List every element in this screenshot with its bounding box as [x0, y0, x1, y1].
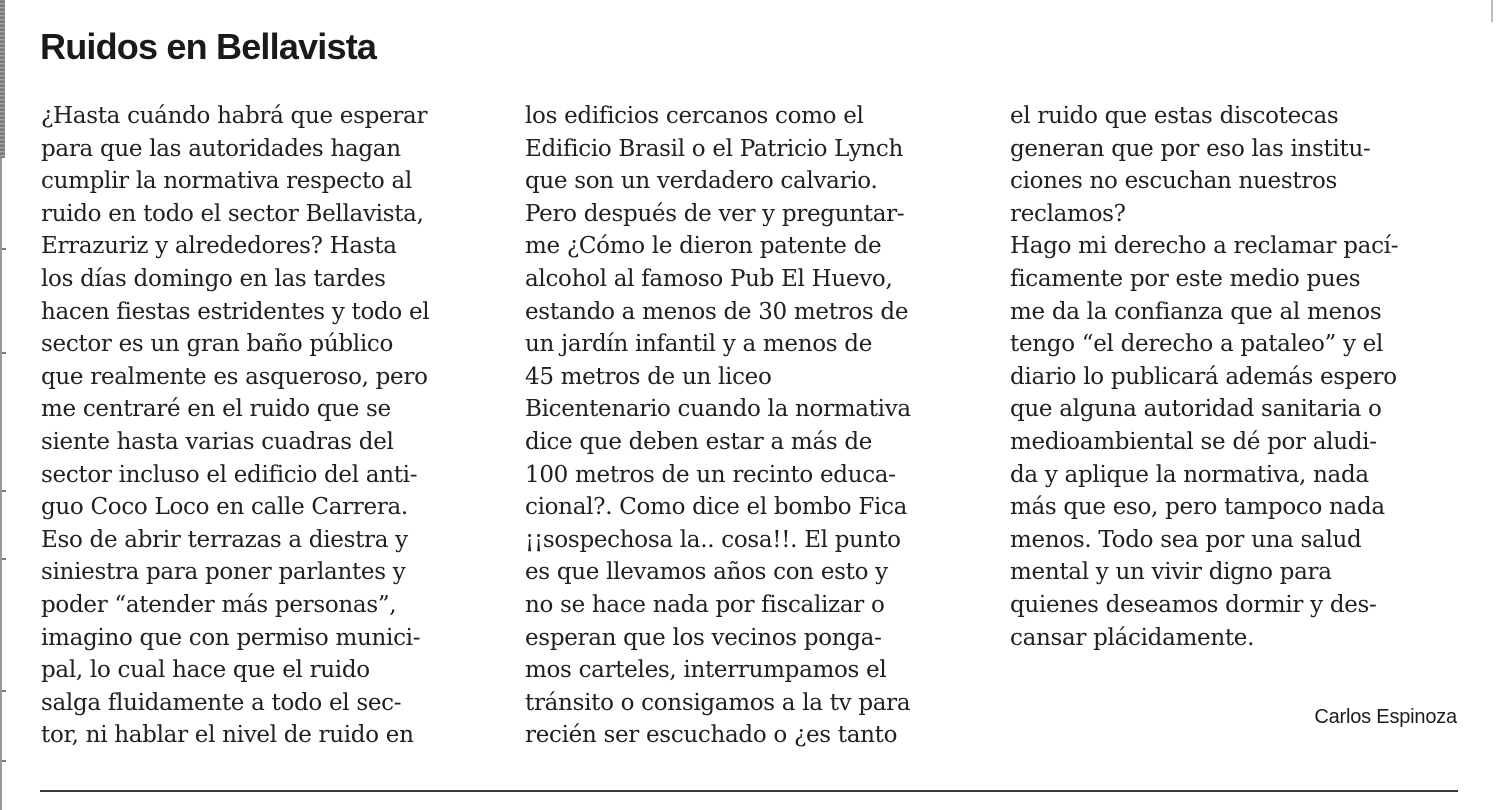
page-left-edge [0, 0, 8, 810]
article-title: Ruidos en Bellavista [40, 26, 377, 67]
text-line: hacen fiestas estridentes y todo el [41, 298, 430, 325]
text-line: esperan que los vecinos ponga- [525, 624, 882, 651]
text-line: ciones no escuchan nuestros [1010, 168, 1338, 195]
text-line: tor, ni hablar el nivel de ruido en [41, 722, 414, 749]
text-line: sector incluso el edificio del anti- [41, 461, 418, 488]
margin-tick [2, 248, 6, 250]
article-column-1 [41, 100, 429, 752]
text-line: cional?. Como dice el bombo Fica [525, 494, 908, 521]
article-author: Carlos Espinoza [1314, 706, 1457, 728]
margin-tick [2, 490, 6, 492]
margin-tick [2, 760, 6, 762]
text-line: los edificios cercanos como el [525, 103, 864, 129]
text-line: Hago mi derecho a reclamar pací- [1010, 233, 1399, 260]
article-column-3 [1010, 100, 1398, 654]
text-line: Eso de abrir terrazas a diestra y [41, 526, 408, 553]
text-line: un jardín infantil y a menos de [525, 331, 873, 358]
text-line: que alguna autoridad sanitaria o [1010, 396, 1382, 423]
text-line: Bicentenario cuando la normativa [525, 396, 911, 423]
text-line: 100 metros de un recinto educa- [525, 461, 896, 488]
text-line: me ¿Cómo le dieron patente de [525, 233, 882, 260]
text-line: que realmente es asqueroso, pero [41, 363, 428, 390]
bottom-divider [40, 790, 1458, 792]
text-line: me centraré en el ruido que se [41, 396, 391, 423]
text-line: 45 metros de un liceo [525, 363, 772, 390]
text-line: generan que por eso las institu- [1010, 135, 1371, 162]
text-line: quienes deseamos dormir y des- [1010, 591, 1377, 618]
text-line: guo Coco Loco en calle Carrera. [41, 494, 408, 521]
text-line: imagino que con permiso munici- [41, 624, 421, 651]
adjacent-column-strip [0, 0, 5, 158]
text-line: siniestra para poner parlantes y [41, 559, 406, 586]
text-line: cansar plácidamente. [1010, 624, 1255, 651]
text-line: siente hasta varias cuadras del [41, 428, 394, 455]
text-line: que son un verdadero calvario. [525, 168, 878, 195]
text-line: poder “atender más personas”, [41, 591, 397, 618]
text-line: el ruido que estas discotecas [1010, 103, 1339, 129]
text-line: salga fluidamente a todo el sec- [41, 689, 402, 716]
text-line: medioambiental se dé por aludi- [1010, 428, 1377, 455]
article-column-2 [525, 100, 911, 752]
text-line: recién ser escuchado o ¿es tanto [525, 722, 898, 749]
text-line: ruido en todo el sector Bellavista, [41, 200, 424, 227]
text-line: mos carteles, interrumpamos el [525, 657, 887, 684]
text-line: cumplir la normativa respecto al [41, 168, 412, 195]
text-line: Pero después de ver y preguntar- [525, 200, 905, 227]
text-line: alcohol al famoso Pub El Huevo, [525, 265, 893, 292]
text-line: no se hace nada por fiscalizar o [525, 591, 885, 618]
text-line: estando a menos de 30 metros de [525, 298, 909, 325]
margin-tick [2, 558, 6, 560]
text-line: ficamente por este medio pues [1010, 265, 1361, 292]
text-line: Edificio Brasil o el Patricio Lynch [525, 135, 904, 162]
text-line: reclamos? [1010, 200, 1126, 227]
text-line: diario lo publicará además espero [1010, 363, 1397, 390]
text-line: tránsito o consigamos a la tv para [525, 689, 911, 716]
margin-tick [2, 352, 6, 354]
text-line: para que las autoridades hagan [41, 135, 401, 162]
page-right-edge [1491, 0, 1497, 22]
text-line: Errazuriz y alrededores? Hasta [41, 233, 397, 260]
text-line: más que eso, pero tampoco nada [1010, 494, 1385, 521]
margin-tick [2, 690, 6, 692]
text-line: me da la confianza que al menos [1010, 298, 1382, 325]
text-line: ¿Hasta cuándo habrá que esperar [41, 103, 428, 129]
text-line: menos. Todo sea por una salud [1010, 526, 1362, 553]
text-line: tengo “el derecho a pataleo” y el [1010, 331, 1384, 358]
text-line: pal, lo cual hace que el ruido [41, 657, 370, 684]
text-line: es que llevamos años con esto y [525, 559, 888, 586]
text-line: mental y un vivir digno para [1010, 559, 1332, 586]
text-line: da y aplique la normativa, nada [1010, 461, 1369, 488]
text-line: los días domingo en las tardes [41, 265, 386, 292]
text-line: sector es un gran baño público [41, 331, 394, 358]
left-margin-line [0, 158, 2, 810]
text-line: dice que deben estar a más de [525, 428, 873, 455]
text-line: ¡¡sospechosa la.. cosa!!. El punto [525, 526, 901, 553]
